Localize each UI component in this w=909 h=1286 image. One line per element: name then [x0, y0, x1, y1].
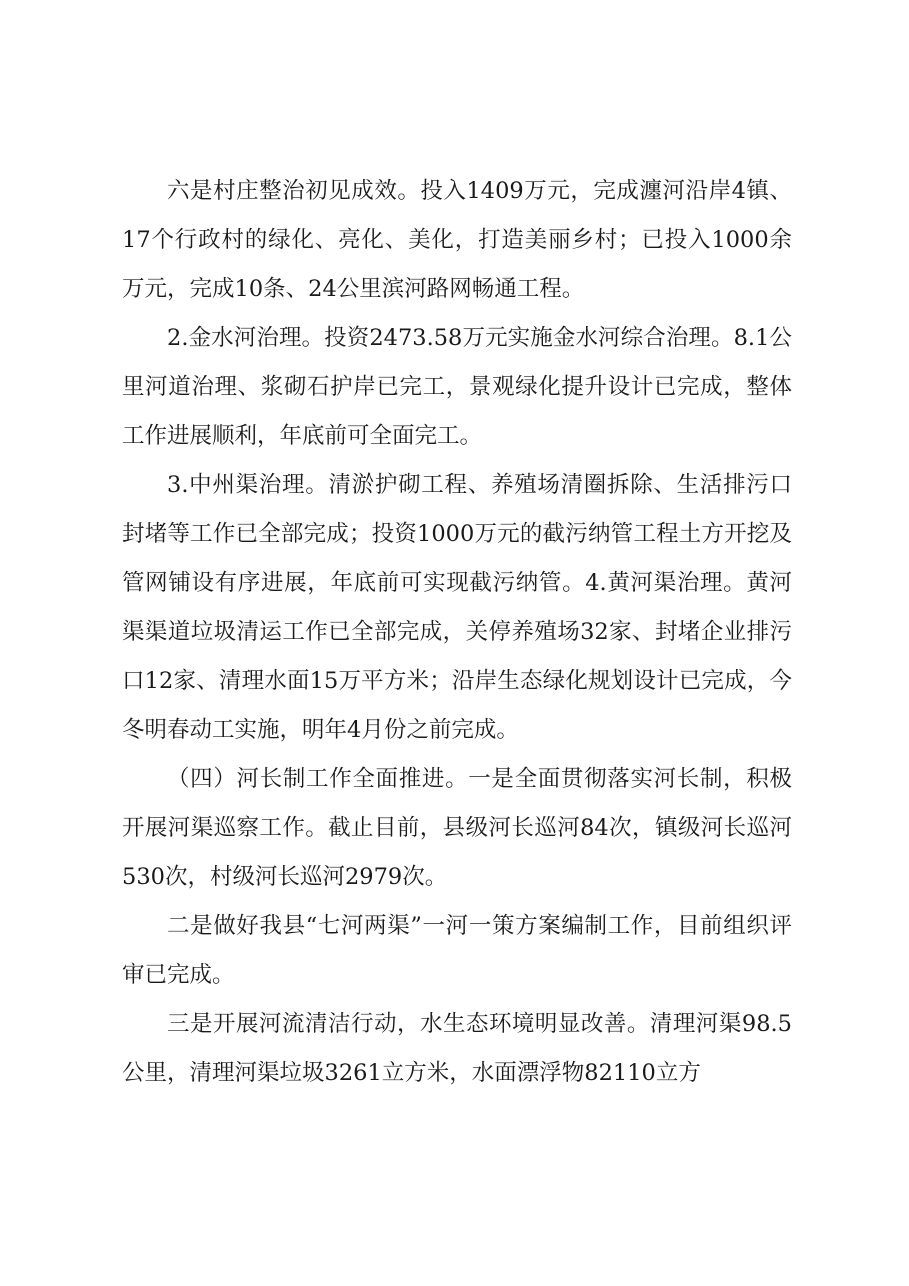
paragraph-village-renovation: 六是村庄整治初见成效。投入1409万元，完成瀍河沿岸4镇、17个行政村的绿化、亮化、美化，打造美丽乡村；已投入1000余万元，完成10条、24公里滨河路网畅通工程。	[122, 178, 792, 302]
paragraph-river-cleaning: 三是开展河流清洁行动，水生态环境明显改善。清理河渠98.5公里，清理河渠垃圾3261立方米，水面漂浮物82110立方	[122, 1011, 792, 1086]
document-body	[122, 167, 792, 1098]
paragraph-zhongzhou-canal: 3.中州渠治理。清淤护砌工程、养殖场清圈拆除、生活排污口封堵等工作已全部完成；投资1000万元的截污纳管工程土方开挖及管网铺设有序进展，年底前可实现截污纳管。4.黄河渠治理。黄河渠渠道垃圾清运工作已全部完成，关停养殖场32家、封堵企业排污口12家、清理水面15万平方米；沿岸生态绿化规划设计已完成，今冬明春动工实施，明年4月份之前完成。	[122, 472, 792, 743]
paragraph-river-chief-system: （四）河长制工作全面推进。一是全面贯彻落实河长制，积极开展河渠巡察工作。截止目前，县级河长巡河84次，镇级河长巡河530次，村级河长巡河2979次。	[122, 766, 792, 890]
paragraph-river-plan: 二是做好我县“七河两渠”一河一策方案编制工作，目前组织评审已完成。	[122, 913, 792, 988]
paragraph-jinshui-river: 2.金水河治理。投资2473.58万元实施金水河综合治理。8.1公里河道治理、浆砌石护岸已完工，景观绿化提升设计已完成，整体工作进展顺利，年底前可全面完工。	[122, 325, 792, 449]
